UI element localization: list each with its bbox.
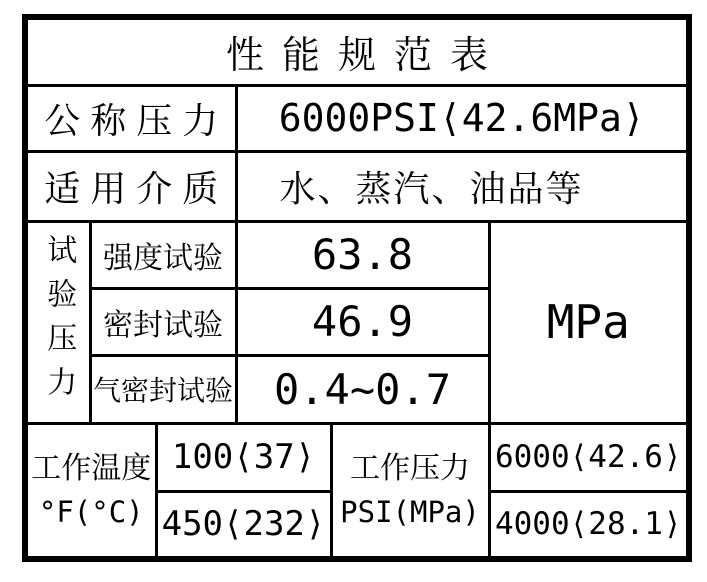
- air-seal-test-label: 气密封试验: [90, 355, 236, 423]
- table-title: 性能规范表: [25, 17, 689, 85]
- working-temperature-value-1: 100⟨37⟩: [156, 423, 331, 491]
- test-pressure-unit: MPa: [489, 221, 689, 423]
- working-pressure-header-cell: [331, 423, 489, 559]
- strength-test-label: 强度试验: [90, 221, 236, 288]
- medium-value: 水、蒸汽、油品等: [236, 151, 689, 221]
- test-pressure-vertical-label: 试验压力: [41, 234, 77, 410]
- working-pressure-value-1: 6000⟨42.6⟩: [489, 423, 689, 491]
- air-seal-test-value: 0.4~0.7: [236, 355, 489, 423]
- working-pressure-label: 工作压力: [350, 450, 470, 486]
- working-pressure-value-2: 4000⟨28.1⟩: [489, 491, 689, 559]
- working-temperature-label: 工作温度: [31, 450, 152, 486]
- working-temperature-value-2: 450⟨232⟩: [156, 491, 331, 559]
- working-pressure-unit: PSI(MPa): [340, 494, 480, 529]
- seal-test-label: 密封试验: [90, 288, 236, 355]
- strength-test-value: 63.8: [236, 221, 489, 288]
- nominal-pressure-value: 6000PSI⟨42.6MPa⟩: [236, 85, 689, 151]
- medium-label: 适用介质: [25, 151, 236, 221]
- working-temperature-unit: °F(°C): [38, 494, 144, 529]
- nominal-pressure-label: 公称压力: [25, 85, 236, 151]
- working-temperature-header-cell: [25, 423, 156, 559]
- test-pressure-header-cell: [25, 221, 90, 423]
- seal-test-value: 46.9: [236, 288, 489, 355]
- performance-spec-table: [22, 14, 692, 562]
